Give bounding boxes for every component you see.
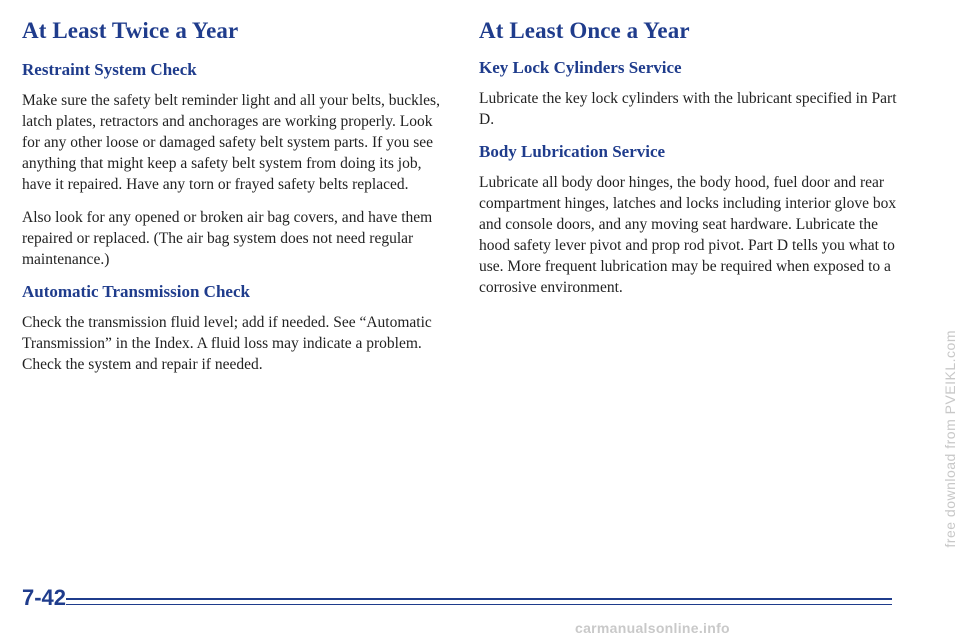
bottom-watermark: carmanualsonline.info [575,620,730,636]
paragraph: Make sure the safety belt reminder light and all your belts, buckles, latch plates, retractors and anchorages are working properly. Look for any other loose or damaged safety belt system parts. If you see anything that might keep a safety belt system from doing its job, have it repaired. Have any torn or frayed safety belts replaced. [22,92,440,193]
section-key-lock-cylinders-service [479,58,899,130]
paragraph: Lubricate the key lock cylinders with the lubricant specified in Part D. [479,90,897,128]
section-title: Key Lock Cylinders Service [479,58,682,77]
section-restraint-system-check [22,60,442,270]
right-column [479,18,899,310]
page-number: 7-42 [22,585,67,610]
paragraph: Lubricate all body door hinges, the body hood, fuel door and rear compartment hinges, latches and locks including interior glove box and console doors, and any moving seat hardware. Lubricate the hood safety lever pivot and prop rod pivot. Part D tells you what to use. More frequent lubrication may be required when exposed to a corrosive environment. [479,174,897,296]
right-heading: At Least Once a Year [479,18,690,43]
paragraph: Check the transmission fluid level; add if needed. See “Automatic Transmission” in the Index. A fluid loss may indicate a problem. Check the system and repair if needed. [22,314,432,373]
section-title: Restraint System Check [22,60,197,79]
section-title: Body Lubrication Service [479,142,666,161]
left-heading: At Least Twice a Year [22,18,239,43]
paragraph: Also look for any opened or broken air bag covers, and have them repaired or replaced. (The air bag system does not need regular maintenance.) [22,209,433,268]
footer-rule [66,598,892,600]
side-watermark: free download from PVEIKL.com [942,330,958,548]
section-automatic-transmission-check [22,282,442,375]
section-title: Automatic Transmission Check [22,282,250,301]
section-body-lubrication-service [479,142,899,298]
footer-rule-thin [66,604,892,605]
left-column [22,18,442,387]
page-footer [22,585,892,615]
